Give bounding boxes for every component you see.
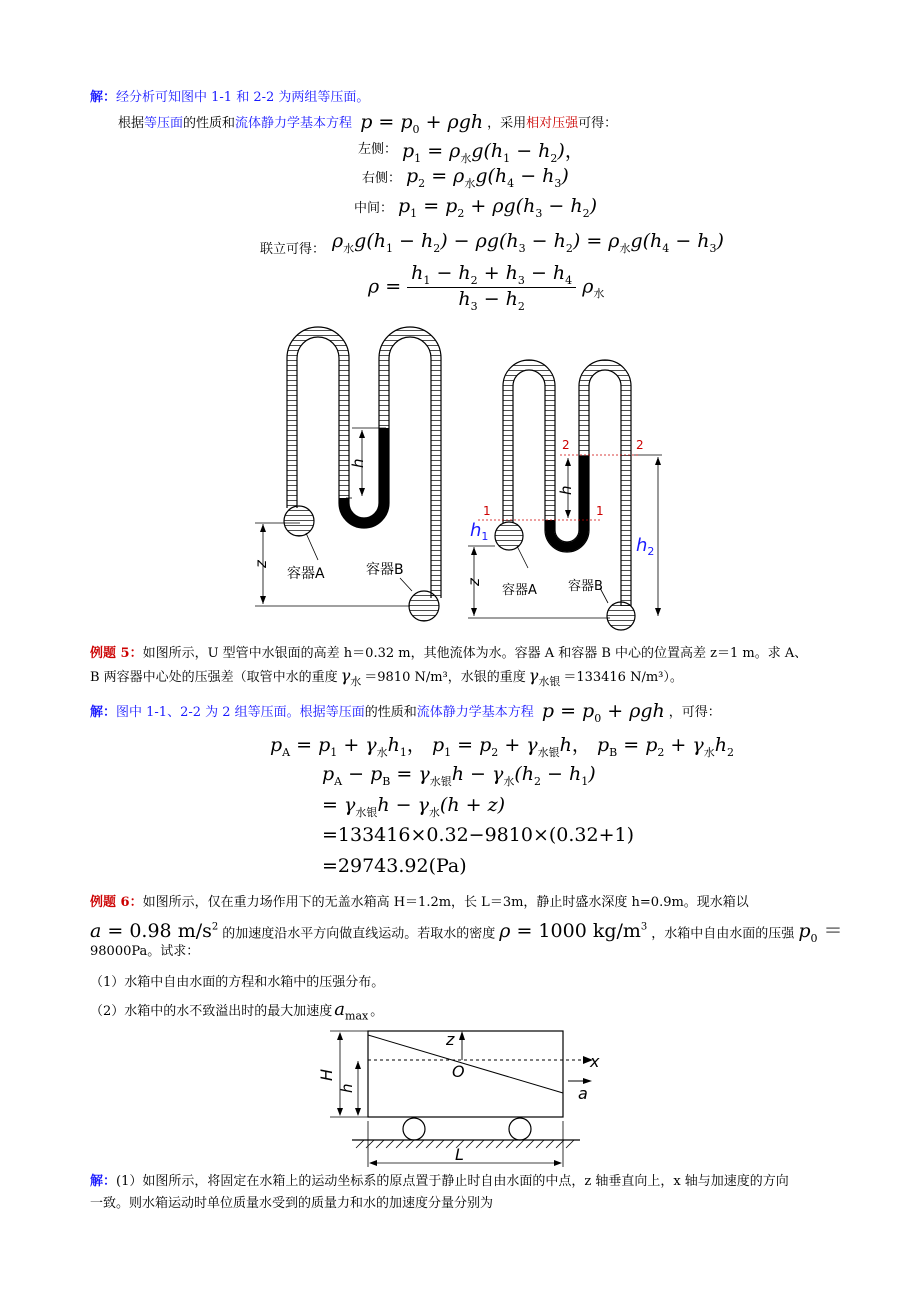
eq-sol5-1: $p_A = p_1 + \gamma_水h_1$， $p_1 = p_2 + \gamma_{水银}h$， $p_B = p_2 + \gamma_水h_2$ [270, 734, 734, 759]
left-h-label: h [349, 458, 367, 468]
eq-middle: $p_1 = p_2 + \rho g(h_3 - h_2)$ [398, 195, 597, 220]
ex6-line3: 98000Pa。试求： [90, 944, 200, 959]
eq-p0: $p_0$ ＝ [798, 920, 843, 946]
tank-L-label: L [455, 1145, 464, 1164]
right-h1-label: $h_1$ [470, 520, 489, 543]
a-max: $a_{max}$ [334, 999, 369, 1023]
tank-a-label: a [578, 1084, 588, 1103]
ex6-line2 [90, 918, 843, 949]
text: ，采用 [487, 116, 527, 131]
text: 根据 [118, 116, 145, 131]
sol6-text1: (1）如图所示，将固定在水箱上的运动坐标系的原点置于静止时自由水面的中点，z 轴垂直向上，x 轴与加速度的方向 [116, 1174, 789, 1189]
tank-x-label: x [590, 1052, 600, 1071]
ex5-label: 例题 5： [90, 646, 143, 661]
right-h-label: h [557, 485, 575, 495]
eq-sol5-5: =29743.92(Pa) [322, 855, 467, 877]
ex6-text2a: 的加速度沿水平方向做直线运动。若取水的密度 [222, 926, 496, 942]
mark-1-right: 1 [596, 504, 604, 518]
left-container-a: 容器A [287, 566, 325, 582]
text: 的性质和 [183, 116, 236, 131]
ex6-q2-end: 。 [370, 1004, 384, 1019]
term-isobaric: 等压面 [325, 705, 365, 720]
term-isobaric: 等压面 [144, 116, 184, 131]
label-right: 右侧： [362, 171, 402, 186]
gamma-mercury: $\gamma_{水银}$ [528, 666, 561, 689]
sol6-line1 [90, 1172, 789, 1192]
sol4-line1 [90, 88, 369, 108]
eq-right: $p_2 = \rho_水g(h_4 - h_3)$ [406, 165, 569, 190]
term-hydrostatic: 流体静力学基本方程 [235, 116, 353, 131]
ex6-q2 [90, 1000, 383, 1027]
sol4-intro [118, 111, 617, 139]
ground-hatch [356, 1140, 574, 1148]
right-h2-label: $h_2$ [636, 535, 655, 558]
sol4-text: 经分析可知图中 1-1 和 2-2 为两组等压面。 [116, 90, 370, 105]
right-container-b: 容器B [568, 579, 603, 594]
ex6-q1: （1）水箱中自由水面的方程和水箱中的压强分布。 [90, 975, 385, 990]
ex6-label: 例题 6： [90, 895, 143, 910]
ex5-text2b: ＝9810 N/m³，水银的重度 [364, 670, 526, 685]
ex5-text2c: ＝133416 N/m³）。 [563, 670, 683, 685]
label-combine: 联立可得： [260, 242, 326, 257]
left-z-label: z [252, 560, 270, 568]
gamma-water: $\gamma_水$ [340, 666, 362, 689]
right-container-a: 容器A [502, 583, 537, 598]
sol5-c: 的性质和 [364, 705, 417, 720]
sol4-label: 解： [90, 90, 117, 105]
eq-sol5-4-val: 133416×0.32−9810×(0.32+1) [337, 824, 635, 846]
sol5-label: 解： [90, 705, 117, 720]
term-hydrostatic: 流体静力学基本方程 [416, 705, 534, 720]
right-z-label: z [465, 578, 483, 586]
ex5-line2 [90, 666, 683, 692]
tank-H-label: H [317, 1068, 336, 1081]
sol5-e: ，可得： [668, 705, 721, 720]
mark-1-left: 1 [483, 504, 491, 518]
ex6-q2-text: （2）水箱中的水不致溢出时的最大加速度 [90, 1004, 333, 1019]
ex6-text1: 如图所示，仅在重力场作用下的无盖水箱高 H＝1.2m，长 L＝3m，静止时盛水深度 h=0.9m。现水箱以 [142, 895, 749, 910]
eq-rho: ρ = $\frac{h_1 - h_2 + h_3 - h_4}{h_3 - h_2}$ $\rho_水$ [368, 262, 605, 313]
sol5-line1 [90, 700, 721, 728]
ex6-line1 [90, 893, 749, 913]
sol5-a: 图中 1-1、2-2 为 2 组等压面。根据 [116, 705, 326, 720]
mark-2-left: 2 [562, 438, 570, 452]
eq-accel: a = 0.98 $m/s^2$ [90, 920, 219, 943]
u-tube-figure [0, 318, 920, 638]
tank-figure [0, 1025, 920, 1170]
sol6-line2: 一致。则水箱运动时单位质量水受到的质量力和水的加速度分量分别为 [90, 1196, 494, 1211]
eq-sol5-4: =133416×0.32−9810×(0.32+1) [322, 824, 635, 846]
ex6-text2b: ，水箱中自由水面的压强 [651, 926, 795, 942]
eq-sol5-2: $p_A - p_B = \gamma_{水银}h - \gamma_水(h_2 - h_1)$ [322, 763, 596, 788]
label-middle: 中间： [354, 201, 394, 216]
term-relative-pressure: 相对压强 [526, 116, 579, 131]
tank-O-label: O [452, 1062, 465, 1081]
eq-density: ρ = 1000 $kg/m^3$ [499, 920, 648, 943]
text: 可得： [578, 116, 618, 131]
tank-h-label: h [338, 1083, 356, 1093]
eq-combine: $\rho_水g(h_1 - h_2) - \rho g(h_3 - h_2) = \rho_水g(h_4 - h_3)$ [332, 230, 724, 255]
mark-2-right: 2 [636, 438, 644, 452]
eq-left: $p_1 = \rho_水g(h_1 - h_2)$， [402, 140, 584, 165]
ex5-line1 [90, 644, 807, 664]
ex5-text2a: B 两容器中心处的压强差（取管中水的重度 [90, 670, 338, 685]
eq-basic: $p = p_0 + \rho gh$ [360, 111, 484, 136]
eq-basic-2: $p = p_0 + \rho gh$ [541, 700, 665, 725]
eq-sol5-3: = $\gamma_{水银}h - \gamma_水(h + z)$ [322, 794, 505, 819]
eq-sol5-5-val: 29743.92(Pa) [337, 855, 467, 877]
label-left: 左侧： [358, 142, 398, 157]
left-manometer [255, 327, 441, 621]
sol6-label: 解： [90, 1174, 117, 1189]
left-container-b: 容器B [366, 562, 404, 578]
ex5-text1: 如图所示，U 型管中水银面的高差 h＝0.32 m，其他流体为水。容器 A 和容器 B 中心的位置高差 z＝1 m。求 A、 [142, 646, 808, 661]
tank-z-label: z [446, 1030, 455, 1049]
